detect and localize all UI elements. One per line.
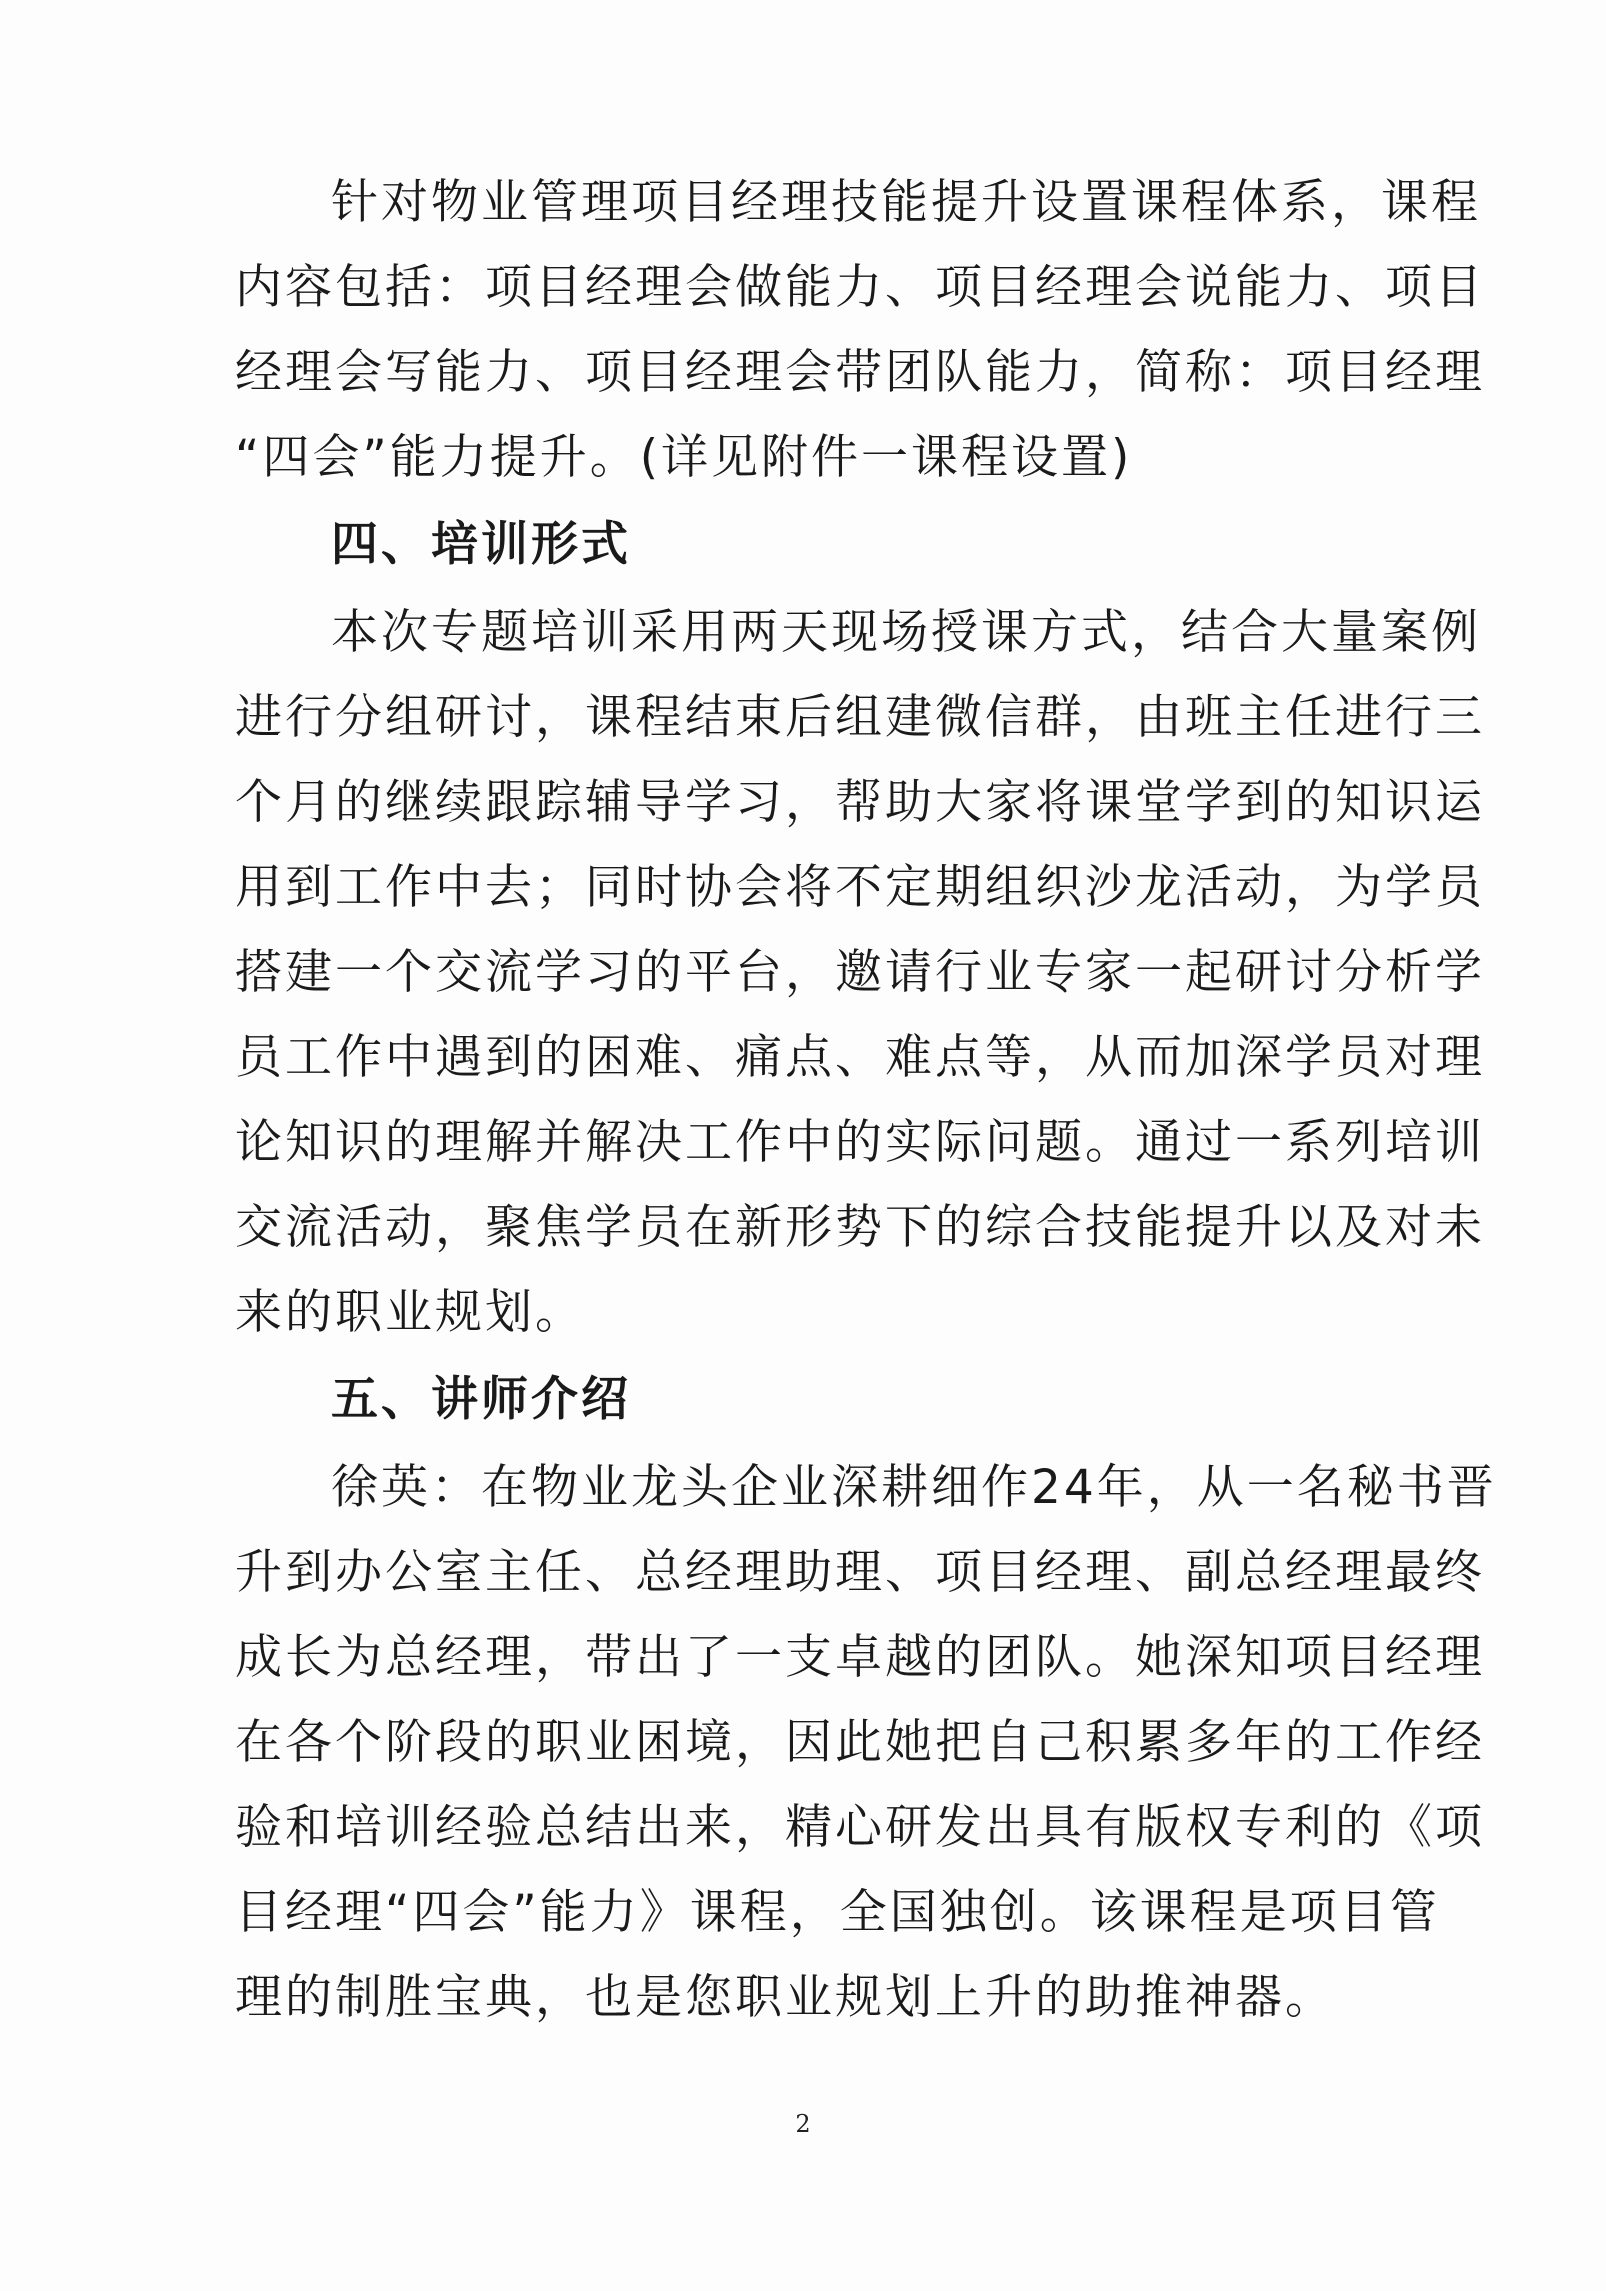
text-line: 理的制胜宝典，也是您职业规划上升的助推神器。 bbox=[235, 1970, 1335, 2025]
text-line: 个月的继续跟踪辅导学习，帮助大家将课堂学到的知识运 bbox=[235, 775, 1485, 830]
paragraph-course-content bbox=[235, 160, 1485, 500]
paragraph-instructor bbox=[235, 1445, 1497, 2040]
text-line: 本次专题培训采用两天现场授课方式，结合大量案例 bbox=[331, 605, 1481, 660]
text-line: 进行分组研讨，课程结束后组建微信群，由班主任进行三 bbox=[235, 690, 1485, 745]
section-heading-instructor: 五、讲师介绍 bbox=[331, 1372, 631, 1427]
paragraph-training-format bbox=[235, 590, 1485, 1355]
text-line: 验和培训经验总结出来，精心研发出具有版权专利的《项 bbox=[235, 1800, 1485, 1855]
text-line: 用到工作中去；同时协会将不定期组织沙龙活动，为学员 bbox=[235, 860, 1485, 915]
text-line: 来的职业规划。 bbox=[235, 1285, 585, 1340]
text-line: 搭建一个交流学习的平台，邀请行业专家一起研讨分析学 bbox=[235, 945, 1485, 1000]
text-line: 目经理“四会”能力》课程，全国独创。该课程是项目管 bbox=[235, 1885, 1440, 1940]
section-heading-training-format: 四、培训形式 bbox=[331, 517, 631, 572]
text-line: 论知识的理解并解决工作中的实际问题。通过一系列培训 bbox=[235, 1115, 1485, 1170]
text-line: 在各个阶段的职业困境，因此她把自己积累多年的工作经 bbox=[235, 1715, 1485, 1770]
text-line: 交流活动，聚焦学员在新形势下的综合技能提升以及对未 bbox=[235, 1200, 1485, 1255]
text-line: 徐英：在物业龙头企业深耕细作24年，从一名秘书晋 bbox=[331, 1460, 1497, 1515]
text-line: 内容包括：项目经理会做能力、项目经理会说能力、项目 bbox=[235, 260, 1485, 315]
text-line: 升到办公室主任、总经理助理、项目经理、副总经理最终 bbox=[235, 1545, 1485, 1600]
document-body bbox=[235, 160, 1497, 2040]
text-line: 员工作中遇到的困难、痛点、难点等，从而加深学员对理 bbox=[235, 1030, 1485, 1085]
text-line: 成长为总经理，带出了一支卓越的团队。她深知项目经理 bbox=[235, 1630, 1485, 1685]
text-line: 经理会写能力、项目经理会带团队能力，简称：项目经理 bbox=[235, 345, 1485, 400]
page-number: 2 bbox=[795, 2110, 811, 2138]
text-line: “四会”能力提升。(详见附件一课程设置) bbox=[235, 430, 1133, 485]
text-line: 针对物业管理项目经理技能提升设置课程体系，课程 bbox=[331, 175, 1481, 230]
